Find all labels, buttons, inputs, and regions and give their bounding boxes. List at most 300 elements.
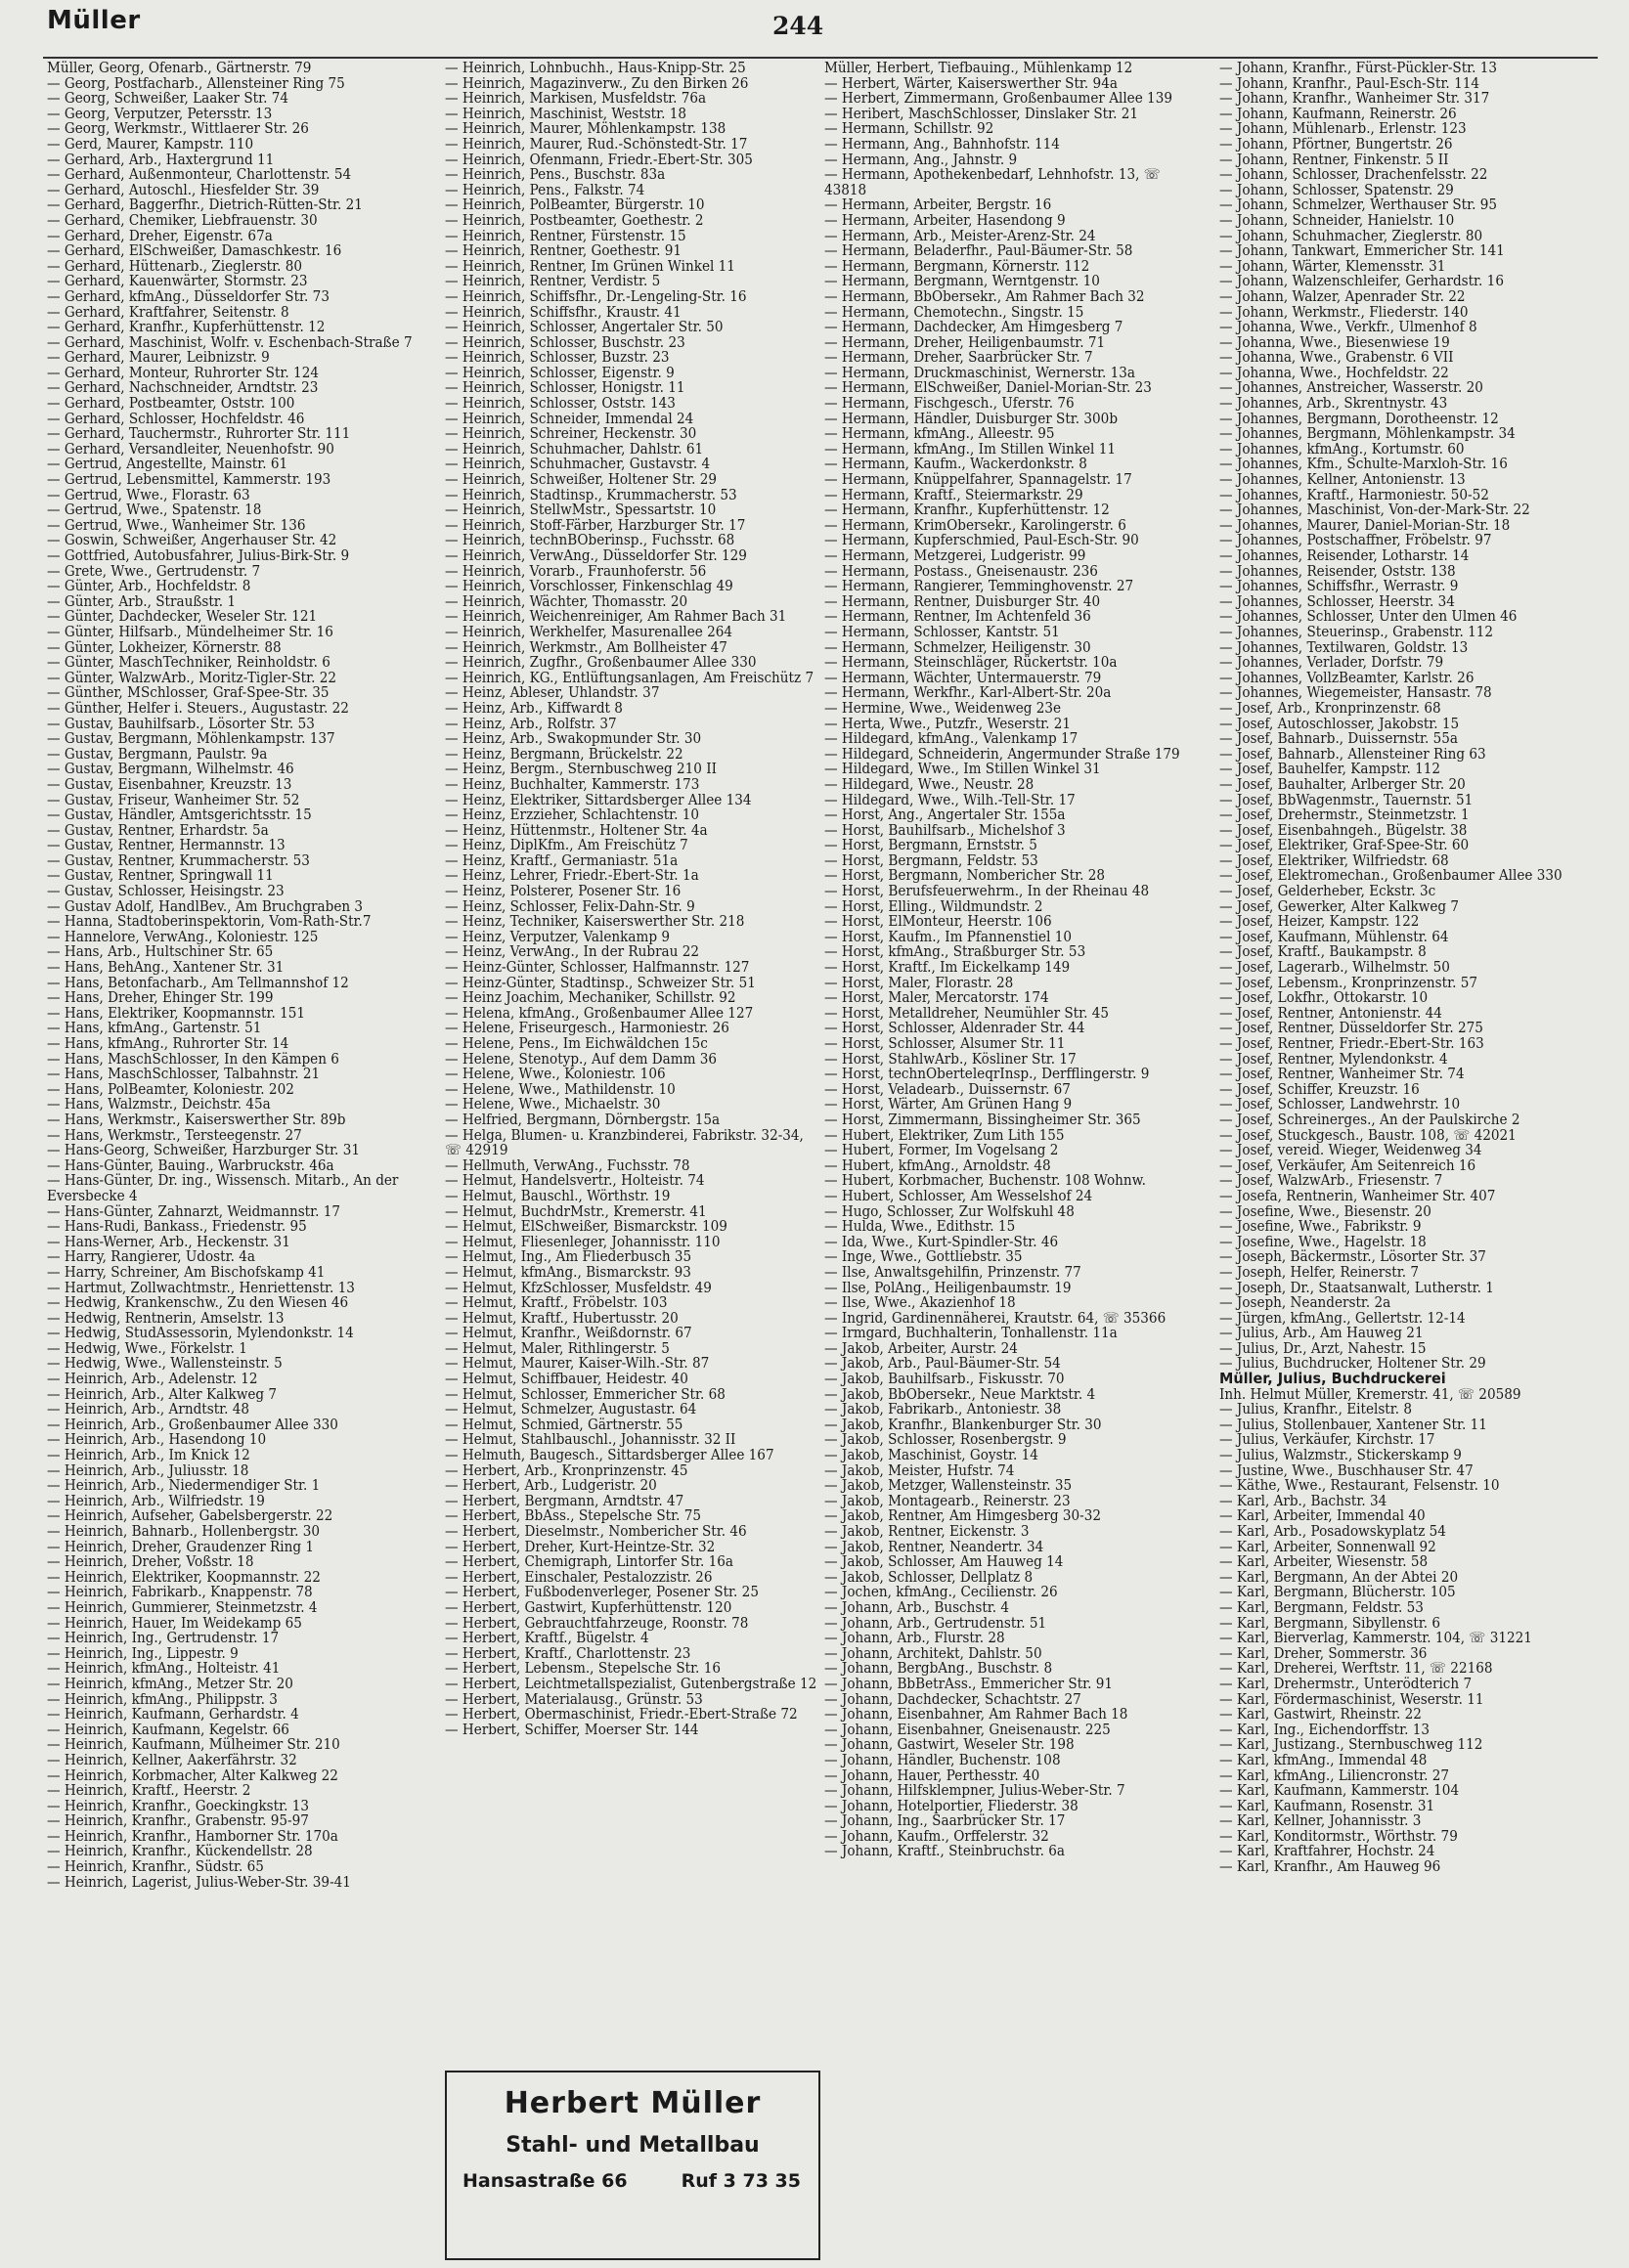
directory-entry: — Helga, Blumen- u. Kranzbinderei, Fabrikstr. 32-34, ☏ 42919 (445, 1126, 804, 1159)
directory-entry: — Jakob, Meister, Hufstr. 74 (824, 1461, 1015, 1479)
directory-entry: — Günter, Arb., Straußstr. 1 (47, 592, 237, 610)
directory-entry: — Jakob, BbObersekr., Neue Marktstr. 4 (824, 1385, 1096, 1403)
directory-entry: — Horst, Bergmann, Nombericher Str. 28 (824, 867, 1105, 885)
directory-entry: — Johann, Schneider, Hanielstr. 10 (1219, 211, 1455, 229)
directory-entry: — Heinrich, Vorarb., Fraunhoferstr. 56 (445, 562, 707, 580)
directory-entry: — Johannes, Schlosser, Unter den Ulmen 46 (1219, 608, 1518, 626)
directory-entry: — Horst, Kraftf., Im Eickelkamp 149 (824, 959, 1071, 977)
directory-entry: — Heinz, Buchhalter, Kammerstr. 173 (445, 775, 700, 793)
directory-entry: — Heinrich, Magazinverw., Zu den Birken 26 (445, 74, 749, 92)
directory-entry: — Heinrich, Kaufmann, Mülheimer Str. 210 (47, 1736, 340, 1754)
directory-entry: — Hermann, Arbeiter, Hasendong 9 (824, 211, 1066, 229)
directory-entry: — Johannes, Kraftf., Harmoniestr. 50-52 (1219, 486, 1489, 503)
directory-entry: — Heinrich, Schuhmacher, Gustavstr. 4 (445, 456, 711, 473)
directory-entry: — Jakob, Rentner, Am Himgesberg 30-32 (824, 1507, 1102, 1525)
directory-entry: — Hermann, Knüppelfahrer, Spannagelstr. 17 (824, 471, 1132, 489)
directory-entry: — Heinrich, VerwAng., Düsseldorfer Str. 129 (445, 547, 747, 564)
directory-entry: — Heinrich, Kaufmann, Gerhardstr. 4 (47, 1706, 299, 1723)
directory-entry: — Hermann, Fischgesch., Uferstr. 76 (824, 395, 1075, 413)
directory-entry: — Johann, Kaufmann, Reinerstr. 26 (1219, 105, 1457, 122)
directory-entry: — Johannes, Steuerinsp., Grabenstr. 112 (1219, 623, 1494, 640)
directory-entry: — Heinrich, Fabrikarb., Knappenstr. 78 (47, 1584, 313, 1601)
directory-entry: — Heinrich, Schlosser, Honigstr. 11 (445, 379, 685, 397)
directory-entry: — Hermann, Bergmann, Werntgenstr. 10 (824, 273, 1100, 290)
directory-entry: — Helmut, Bauschl., Wörthstr. 19 (445, 1187, 671, 1204)
directory-entry: — Josef, Autoschlosser, Jakobstr. 15 (1219, 715, 1460, 732)
directory-entry: — Hildegard, Schneiderin, Angermunder Straße 179 (824, 745, 1180, 763)
directory-entry: — Johannes, Reisender, Oststr. 138 (1219, 562, 1456, 580)
directory-entry: — Heinz, Polsterer, Posener Str. 16 (445, 883, 682, 900)
directory-entry: — Hermann, Steinschläger, Rückertstr. 10a (824, 654, 1118, 672)
directory-entry: — Gerhard, Schlosser, Hochfeldstr. 46 (47, 410, 305, 427)
directory-entry: — Heinrich, Arb., Hasendong 10 (47, 1431, 267, 1449)
directory-entry: — Herbert, Obermaschinist, Friedr.-Ebert-Straße 72 (445, 1706, 798, 1723)
directory-column-2 (445, 60, 817, 1738)
directory-entry: — Horst, Veladearb., Duissernstr. 67 (824, 1080, 1071, 1098)
directory-entry: — Heinrich, Dreher, Graudenzer Ring 1 (47, 1538, 314, 1555)
directory-entry: — Johannes, Schiffsfhr., Werrastr. 9 (1219, 578, 1459, 595)
directory-entry: — Johann, BergbAng., Buschstr. 8 (824, 1660, 1053, 1678)
directory-entry: — Jakob, Schlosser, Am Hauweg 14 (824, 1553, 1064, 1571)
directory-entry: — Jakob, Montagearb., Reinerstr. 23 (824, 1492, 1071, 1509)
directory-entry: — Johannes, Bergmann, Dorotheenstr. 12 (1219, 410, 1499, 427)
directory-entry: — Gerhard, Kraftfahrer, Seitenstr. 8 (47, 303, 289, 321)
directory-entry: — Hans-Rudi, Bankass., Friedenstr. 95 (47, 1218, 307, 1236)
directory-entry: — Josef, Elektriker, Wilfriedstr. 68 (1219, 851, 1449, 869)
directory-entry: — Heinrich, Arb., Großenbaumer Allee 330 (47, 1416, 338, 1433)
directory-entry: — Hermann, Chemotechn., Singstr. 15 (824, 303, 1084, 321)
directory-entry: — Johann, Eisenbahner, Am Rahmer Bach 18 (824, 1706, 1128, 1723)
directory-entry: — Josef, Rentner, Friedr.-Ebert-Str. 163 (1219, 1035, 1484, 1052)
directory-entry: — Johann, Hilfsklempner, Julius-Weber-Str. 7 (824, 1782, 1125, 1800)
directory-entry: — Heinz, Lehrer, Friedr.-Ebert-Str. 1a (445, 867, 699, 885)
directory-entry: — Heinrich, Schuhmacher, Dahlstr. 61 (445, 440, 704, 458)
directory-entry: — Horst, kfmAng., Straßburger Str. 53 (824, 943, 1086, 961)
directory-entry: — Hans, kfmAng., Ruhrorter Str. 14 (47, 1035, 289, 1052)
directory-entry: — Johann, Schuhmacher, Zieglerstr. 80 (1219, 227, 1483, 244)
directory-entry: — Heinrich, Gummierer, Steinmetzstr. 4 (47, 1598, 318, 1616)
directory-entry: — Hermann, Dreher, Saarbrücker Str. 7 (824, 349, 1093, 367)
directory-entry: — Herbert, Kraftf., Bügelstr. 4 (445, 1630, 649, 1647)
directory-entry: — Josef, Drehermstr., Steinmetzstr. 1 (1219, 807, 1470, 824)
directory-entry: — Josef, Bauhelfer, Kampstr. 112 (1219, 761, 1441, 778)
directory-entry: — Hans, Arb., Hultschiner Str. 65 (47, 943, 274, 961)
directory-entry: — Gerhard, Kauenwärter, Stormstr. 23 (47, 273, 308, 290)
directory-entry: — Hellmuth, VerwAng., Fuchsstr. 78 (445, 1156, 690, 1174)
directory-entry: — Josefine, Wwe., Fabrikstr. 9 (1219, 1218, 1422, 1236)
directory-entry: — Gustav, Bauhilfsarb., Lösorter Str. 53 (47, 715, 315, 732)
directory-entry: — Gertrud, Wwe., Florastr. 63 (47, 486, 250, 503)
directory-entry: — Hedwig, Wwe., Wallensteinstr. 5 (47, 1355, 283, 1373)
directory-entry: — Heinrich, Hauer, Im Weidekamp 65 (47, 1614, 302, 1632)
directory-entry: — Heinz, Verputzer, Valenkamp 9 (445, 928, 670, 945)
directory-entry: — Helfried, Bergmann, Dörnbergstr. 15a (445, 1111, 721, 1128)
directory-entry: — Johann, Händler, Buchenstr. 108 (824, 1751, 1061, 1768)
directory-entry: — Hermann, Wächter, Untermauerstr. 79 (824, 669, 1102, 686)
directory-entry: — Johanna, Wwe., Hochfeldstr. 22 (1219, 364, 1449, 381)
directory-entry: — Helmut, Stahlbauschl., Johannisstr. 32 II (445, 1431, 736, 1449)
directory-entry: — Karl, Justizang., Sternbuschweg 112 (1219, 1736, 1483, 1754)
directory-entry: — Johann, Kranfhr., Wanheimer Str. 317 (1219, 90, 1490, 108)
directory-entry: — Gertrud, Angestellte, Mainstr. 61 (47, 456, 288, 473)
directory-entry: — Johann, Schlosser, Spatenstr. 29 (1219, 181, 1454, 198)
directory-entry: — Hubert, kfmAng., Arnoldstr. 48 (824, 1156, 1051, 1174)
directory-entry: — Helmut, ElSchweißer, Bismarckstr. 109 (445, 1218, 727, 1236)
directory-entry: — Jakob, Bauhilfsarb., Fiskusstr. 70 (824, 1371, 1065, 1388)
directory-entry: — Hans, Werkmstr., Tersteegenstr. 27 (47, 1126, 302, 1144)
directory-entry: — Joseph, Dr., Staatsanwalt, Lutherstr. 1 (1219, 1279, 1494, 1296)
directory-entry: — Heinrich, Maschinist, Weststr. 18 (445, 105, 687, 122)
directory-entry: — Heinrich, Arb., Adelenstr. 12 (47, 1371, 258, 1388)
directory-entry: — Hubert, Elektriker, Zum Lith 155 (824, 1126, 1065, 1144)
directory-entry: — Heinrich, Pens., Falkstr. 74 (445, 181, 645, 198)
directory-entry: — Horst, Kaufm., Im Pfannenstiel 10 (824, 928, 1073, 945)
directory-entry: — Gottfried, Autobusfahrer, Julius-Birk-Str. 9 (47, 547, 350, 564)
directory-entry: — Karl, Arbeiter, Wiesenstr. 58 (1219, 1553, 1429, 1571)
directory-entry: — Karl, Dreher, Sommerstr. 36 (1219, 1644, 1428, 1662)
directory-entry: — Helmut, Handelsvertr., Holteistr. 74 (445, 1172, 705, 1190)
directory-entry: — Herbert, Wärter, Kaiserswerther Str. 94a (824, 74, 1118, 92)
directory-entry: — Herbert, Einschaler, Pestalozzistr. 26 (445, 1568, 713, 1586)
directory-entry: — Heinrich, Schiffsfhr., Dr.-Lengeling-Str. 16 (445, 287, 747, 305)
directory-entry: — Johann, Eisenbahner, Gneisenaustr. 225 (824, 1721, 1111, 1738)
directory-entry: — Heinrich, Weichenreiniger, Am Rahmer Bach 31 (445, 608, 787, 626)
directory-entry: — Julius, Stollenbauer, Xantener Str. 11 (1219, 1416, 1487, 1433)
directory-entry: — Josef, Rentner, Mylendonkstr. 4 (1219, 1050, 1448, 1068)
directory-entry: — Hans-Günter, Zahnarzt, Weidmannstr. 17 (47, 1202, 341, 1220)
directory-entry: — Helene, Stenotyp., Auf dem Damm 36 (445, 1050, 718, 1068)
directory-entry: — Heinrich, Maurer, Rud.-Schönstedt-Str. 17 (445, 135, 748, 153)
directory-entry: — Hermann, Postass., Gneisenaustr. 236 (824, 562, 1098, 580)
directory-entry: — Johannes, Anstreicher, Wasserstr. 20 (1219, 379, 1483, 397)
directory-entry: — Heinz-Günter, Stadtinsp., Schweizer Str. 51 (445, 974, 756, 991)
directory-entry: Inh. Helmut Müller, Kremerstr. 41, ☏ 20589 (1219, 1385, 1521, 1403)
directory-entry: — Hermann, Druckmaschinist, Wernerstr. 13a (824, 364, 1136, 381)
directory-entry: — Horst, Berufsfeuerwehrm., In der Rheinau 48 (824, 883, 1150, 900)
directory-entry: — Herbert, Zimmermann, Großenbaumer Allee 139 (824, 90, 1172, 108)
directory-entry: — Hermann, Rangierer, Temminghovenstr. 27 (824, 578, 1134, 595)
directory-entry: — Gustav, Rentner, Krummacherstr. 53 (47, 851, 310, 869)
directory-entry: — Horst, Maler, Florastr. 28 (824, 974, 1014, 991)
directory-entry: — Heinrich, Schlosser, Buzstr. 23 (445, 349, 670, 367)
directory-entry: — Josef, Gewerker, Alter Kalkweg 7 (1219, 897, 1460, 915)
directory-entry: — Hermann, Beladerfhr., Paul-Bäumer-Str. 58 (824, 242, 1133, 260)
directory-entry: — Gustav Adolf, HandlBev., Am Bruchgraben 3 (47, 897, 364, 915)
directory-entry: — Herbert, Schiffer, Moerser Str. 144 (445, 1721, 699, 1738)
directory-entry: — Heinz-Günter, Schlosser, Halfmannstr. 127 (445, 959, 750, 977)
directory-entry: — Heinz Joachim, Mechaniker, Schillstr. 92 (445, 989, 736, 1007)
directory-entry: — Gerhard, Dreher, Eigenstr. 67a (47, 227, 273, 244)
directory-entry: — Gustav, Eisenbahner, Kreuzstr. 13 (47, 775, 292, 793)
directory-entry: — Josef, Heizer, Kampstr. 122 (1219, 913, 1420, 931)
directory-entry: — Harry, Schreiner, Am Bischofskamp 41 (47, 1263, 326, 1281)
directory-entry: — Josef, Stuckgesch., Baustr. 108, ☏ 42021 (1219, 1126, 1517, 1144)
directory-entry: — Herbert, Materialausg., Grünstr. 53 (445, 1690, 703, 1708)
directory-entry: — Johann, Rentner, Finkenstr. 5 II (1219, 151, 1449, 168)
directory-entry: — Horst, technOberteleqrInsp., Derfflingerstr. 9 (824, 1066, 1150, 1083)
directory-entry: — Herbert, Dreher, Kurt-Heintze-Str. 32 (445, 1538, 716, 1555)
directory-entry: — Günter, MaschTechniker, Reinholdstr. 6 (47, 654, 330, 672)
directory-entry: — Jakob, Maschinist, Goystr. 14 (824, 1447, 1038, 1464)
directory-entry: — Georg, Postfacharb., Allensteiner Ring 75 (47, 74, 345, 92)
directory-entry: — Hubert, Schlosser, Am Wesselshof 24 (824, 1187, 1093, 1204)
directory-entry: — Heinrich, Rentner, Fürstenstr. 15 (445, 227, 686, 244)
directory-entry: — Gertrud, Lebensmittel, Kammerstr. 193 (47, 471, 331, 489)
directory-entry: — Karl, Kellner, Johannisstr. 3 (1219, 1812, 1422, 1830)
directory-entry: — Hildegard, Wwe., Wilh.-Tell-Str. 17 (824, 791, 1076, 808)
directory-entry: — Josef, Schlosser, Landwehrstr. 10 (1219, 1096, 1461, 1113)
directory-entry: — Horst, Elling., Wildmundstr. 2 (824, 897, 1043, 915)
directory-entry: — Helmut, Schlosser, Emmericher Str. 68 (445, 1385, 726, 1403)
directory-entry: — Horst, Bergmann, Ernststr. 5 (824, 837, 1037, 854)
directory-entry: — Karl, Bergmann, An der Abtei 20 (1219, 1568, 1459, 1586)
directory-entry: — Karl, Gastwirt, Rheinstr. 22 (1219, 1706, 1422, 1723)
directory-entry: — Gerhard, Postbeamter, Oststr. 100 (47, 395, 295, 413)
directory-entry: — Hermann, kfmAng., Alleestr. 95 (824, 425, 1055, 443)
directory-entry: — Hildegard, Wwe., Neustr. 28 (824, 775, 1035, 793)
directory-entry: — Johann, Schmelzer, Werthauser Str. 95 (1219, 196, 1497, 214)
directory-entry: — Irmgard, Buchhalterin, Tonhallenstr. 11a (824, 1325, 1118, 1342)
directory-entry: — Georg, Verputzer, Petersstr. 13 (47, 105, 273, 122)
directory-entry: — Johann, Werkmstr., Fliederstr. 140 (1219, 303, 1469, 321)
directory-entry: — Hermann, Rentner, Duisburger Str. 40 (824, 592, 1101, 610)
directory-entry: — Hermann, Arbeiter, Bergstr. 16 (824, 196, 1052, 214)
directory-entry: — Hermann, Dachdecker, Am Himgesberg 7 (824, 319, 1123, 336)
directory-entry: — Heinrich, Postbeamter, Goethestr. 2 (445, 211, 704, 229)
directory-entry: — Johann, Kranfhr., Paul-Esch-Str. 114 (1219, 74, 1479, 92)
directory-entry: — Helene, Pens., Im Eichwäldchen 15c (445, 1035, 708, 1052)
directory-entry: — Hermann, Schillstr. 92 (824, 120, 994, 138)
directory-entry: — Heinrich, Schlosser, Eigenstr. 9 (445, 364, 675, 381)
directory-entry: — Hans, PolBeamter, Koloniestr. 202 (47, 1080, 294, 1098)
directory-entry: — Helene, Wwe., Mathildenstr. 10 (445, 1080, 676, 1098)
directory-entry: — Heinrich, kfmAng., Philippstr. 3 (47, 1690, 278, 1708)
directory-entry: — Hans, BehAng., Xantener Str. 31 (47, 959, 285, 977)
header-rule (43, 57, 1598, 59)
directory-entry: — Horst, Metalldreher, Neumühler Str. 45 (824, 1004, 1110, 1022)
directory-entry: — Hedwig, Krankenschw., Zu den Wiesen 46 (47, 1294, 349, 1312)
directory-entry: — Heinrich, Lagerist, Julius-Weber-Str. 39-41 (47, 1873, 351, 1891)
directory-entry: — Gerhard, Maschinist, Wolfr. v. Eschenbach-Straße 7 (47, 333, 413, 351)
directory-entry: — Hildegard, kfmAng., Valenkamp 17 (824, 730, 1079, 748)
directory-entry: — Heinrich, Werkhelfer, Masurenallee 264 (445, 623, 733, 640)
directory-entry: — Hermann, ElSchweißer, Daniel-Morian-Str. 23 (824, 379, 1152, 397)
directory-entry: — Helmut, Maurer, Kaiser-Wilh.-Str. 87 (445, 1355, 710, 1373)
directory-entry: — Hans, MaschSchlosser, In den Kämpen 6 (47, 1050, 339, 1068)
directory-entry: — Helmut, Ing., Am Fliederbusch 35 (445, 1248, 692, 1266)
directory-entry: — Helmut, KfzSchlosser, Musfeldstr. 49 (445, 1279, 712, 1296)
directory-entry: — Joseph, Bäckermstr., Lösorter Str. 37 (1219, 1248, 1486, 1266)
directory-entry: — Horst, Schlosser, Alsumer Str. 11 (824, 1035, 1066, 1052)
directory-entry: — Heinz, Elektriker, Sittardsberger Allee 134 (445, 791, 752, 808)
directory-entry: — Josef, Kaufmann, Mühlenstr. 64 (1219, 928, 1449, 945)
directory-entry: — Heinrich, Schreiner, Heckenstr. 30 (445, 425, 697, 443)
directory-entry: — Johann, Hauer, Perthesstr. 40 (824, 1766, 1040, 1784)
directory-entry: — Gustav, Bergmann, Paulstr. 9a (47, 745, 268, 763)
directory-entry: — Heinrich, Markisen, Musfeldstr. 76a (445, 90, 707, 108)
directory-entry: — Heinz, Hüttenmstr., Holtener Str. 4a (445, 821, 708, 839)
directory-entry: — Josefine, Wwe., Hagelstr. 18 (1219, 1233, 1427, 1250)
directory-entry: — Hermann, Schmelzer, Heiligenstr. 30 (824, 638, 1091, 656)
directory-entry: — Helmut, BuchdrMstr., Kremerstr. 41 (445, 1202, 707, 1220)
directory-entry: — Heinrich, Korbmacher, Alter Kalkweg 22 (47, 1766, 338, 1784)
directory-entry: — Heinrich, Arb., Niedermendiger Str. 1 (47, 1477, 321, 1495)
directory-entry: — Johann, Tankwart, Emmericher Str. 141 (1219, 242, 1505, 260)
directory-entry: — Josef, Verkäufer, Am Seitenreich 16 (1219, 1156, 1476, 1174)
directory-entry: — Karl, Arb., Posadowskyplatz 54 (1219, 1523, 1446, 1540)
directory-entry: — Josef, WalzwArb., Friesenstr. 7 (1219, 1172, 1443, 1190)
directory-entry: — Gerhard, Arb., Haxtergrund 11 (47, 151, 275, 168)
directory-entry: — Johannes, Bergmann, Möhlenkampstr. 34 (1219, 425, 1516, 443)
directory-entry: — Heinrich, Kellner, Aakerfährstr. 32 (47, 1751, 297, 1768)
directory-entry: — Gustav, Schlosser, Heisingstr. 23 (47, 883, 285, 900)
directory-entry: — Herbert, Gebrauchtfahrzeuge, Roonstr. 78 (445, 1614, 749, 1632)
directory-entry: — Hubert, Korbmacher, Buchenstr. 108 Wohnw. (824, 1172, 1146, 1190)
directory-entry: — Johann, Arb., Gertrudenstr. 51 (824, 1614, 1047, 1632)
directory-entry: — Ilse, Anwaltsgehilfin, Prinzenstr. 77 (824, 1263, 1081, 1281)
directory-entry: — Josef, Rentner, Antonienstr. 44 (1219, 1004, 1442, 1022)
directory-entry: — Heinz, Techniker, Kaiserswerther Str. 218 (445, 913, 745, 931)
directory-entry: — Gerhard, Versandleiter, Neuenhofstr. 90 (47, 440, 334, 458)
directory-entry: — Josef, BbWagenmstr., Tauernstr. 51 (1219, 791, 1474, 808)
directory-entry: — Heinz, Kraftf., Germaniastr. 51a (445, 851, 679, 869)
directory-entry: — Heinrich, Arb., Arndtstr. 48 (47, 1401, 250, 1418)
directory-entry: — Heinrich, Schlosser, Angertaler Str. 50 (445, 319, 724, 336)
directory-entry: — Heinz, VerwAng., In der Rubrau 22 (445, 943, 699, 961)
directory-entry: — Johannes, Textilwaren, Goldstr. 13 (1219, 638, 1469, 656)
directory-entry: — Gerhard, Chemiker, Liebfrauenstr. 30 (47, 211, 318, 229)
directory-entry: — Gerhard, Autoschl., Hiesfelder Str. 39 (47, 181, 320, 198)
ad-phone: Ruf 3 73 35 (681, 2170, 801, 2192)
directory-entry: — Gustav, Rentner, Springwall 11 (47, 867, 274, 885)
directory-entry: — Heinrich, Dreher, Voßstr. 18 (47, 1553, 254, 1571)
directory-entry: — Gerhard, Kranfhr., Kupferhüttenstr. 12 (47, 319, 326, 336)
directory-entry: — Heinrich, Schiffsfhr., Kraustr. 41 (445, 303, 682, 321)
directory-entry: — Hanna, Stadtoberinspektorin, Vom-Rath-Str.7 (47, 913, 372, 931)
directory-entry: — Horst, ElMonteur, Heerstr. 106 (824, 913, 1052, 931)
directory-column-1 (47, 60, 413, 1891)
directory-entry: — Horst, Bauhilfsarb., Michelshof 3 (824, 821, 1066, 839)
directory-entry: — Gerhard, Hüttenarb., Zieglerstr. 80 (47, 257, 303, 275)
directory-entry: — Herbert, Bergmann, Arndtstr. 47 (445, 1492, 684, 1509)
directory-entry: — Heinrich, Werkmstr., Am Bollheister 47 (445, 638, 727, 656)
directory-entry: — Joseph, Neanderstr. 2a (1219, 1294, 1391, 1312)
directory-entry: — Hermann, Werkfhr., Karl-Albert-Str. 20a (824, 684, 1112, 702)
directory-entry: — Johannes, kfmAng., Kortumstr. 60 (1219, 440, 1465, 458)
directory-entry: — Karl, Kaufmann, Rosenstr. 31 (1219, 1797, 1435, 1814)
directory-entry: — Hans, kfmAng., Gartenstr. 51 (47, 1020, 262, 1037)
directory-entry: — Hedwig, StudAssessorin, Mylendonkstr. 14 (47, 1325, 354, 1342)
directory-entry: — Karl, Bergmann, Sibyllenstr. 6 (1219, 1614, 1440, 1632)
directory-entry: — Johann, Walzenschleifer, Gerhardstr. 16 (1219, 273, 1504, 290)
directory-entry: — Günther, MSchlosser, Graf-Spee-Str. 35 (47, 684, 330, 702)
directory-entry: — Josef, Rentner, Düsseldorfer Str. 275 (1219, 1020, 1483, 1037)
directory-entry: — Jakob, Kranfhr., Blankenburger Str. 30 (824, 1416, 1102, 1433)
directory-entry: — Helene, Wwe., Koloniestr. 106 (445, 1066, 666, 1083)
directory-entry: — Heinz, Arb., Swakopmunder Str. 30 (445, 730, 702, 748)
directory-entry: — Hermann, BbObersekr., Am Rahmer Bach 32 (824, 287, 1145, 305)
directory-entry: — Heinrich, Ing., Gertrudenstr. 17 (47, 1630, 280, 1647)
directory-entry: — Johann, Dachdecker, Schachtstr. 27 (824, 1690, 1081, 1708)
directory-entry: — Hans, Dreher, Ehinger Str. 199 (47, 989, 274, 1007)
directory-entry: — Josef, Elektromechan., Großenbaumer Allee 330 (1219, 867, 1563, 885)
directory-entry: — Jakob, Fabrikarb., Antoniestr. 38 (824, 1401, 1062, 1418)
directory-entry: Müller, Georg, Ofenarb., Gärtnerstr. 79 (47, 60, 312, 76)
directory-entry: — Horst, Bergmann, Feldstr. 53 (824, 851, 1038, 869)
directory-entry: — Gertrud, Wwe., Spatenstr. 18 (47, 502, 262, 519)
directory-entry: — Hans, Walzmstr., Deichstr. 45a (47, 1096, 271, 1113)
directory-entry: — Helmut, kfmAng., Bismarckstr. 93 (445, 1263, 691, 1281)
directory-entry: — Herbert, Lebensm., Stepelsche Str. 16 (445, 1660, 721, 1678)
directory-entry: — Heinrich, kfmAng., Holteistr. 41 (47, 1660, 281, 1678)
directory-entry: — Johann, Hotelportier, Fliederstr. 38 (824, 1797, 1079, 1814)
directory-entry: — Julius, Walzmstr., Stickerskamp 9 (1219, 1447, 1462, 1464)
directory-entry: — Heinrich, Bahnarb., Hollenbergstr. 30 (47, 1523, 321, 1540)
directory-entry: — Heinrich, Schlosser, Oststr. 143 (445, 395, 676, 413)
directory-entry: — Inge, Wwe., Gottliebstr. 35 (824, 1248, 1023, 1266)
directory-entry: — Heinrich, Stadtinsp., Krummacherstr. 53 (445, 486, 737, 503)
directory-entry: — Helmuth, Baugesch., Sittardsberger Allee 167 (445, 1447, 774, 1464)
page-header (0, 0, 1629, 59)
directory-entry: — Herbert, BbAss., Stepelsche Str. 75 (445, 1507, 702, 1525)
directory-entry: — Gerhard, ElSchweißer, Damaschkestr. 16 (47, 242, 342, 260)
directory-entry: — Johannes, Kellner, Antonienstr. 13 (1219, 471, 1466, 489)
directory-entry: — Heinrich, Stoff-Färber, Harzburger Str. 17 (445, 516, 746, 534)
directory-entry: — Johann, Schlosser, Drachenfelsstr. 22 (1219, 166, 1488, 184)
directory-entry: — Josef, Bauhalter, Arlberger Str. 20 (1219, 775, 1466, 793)
directory-entry: — Hermann, kfmAng., Im Stillen Winkel 11 (824, 440, 1116, 458)
directory-entry: — Heinrich, Pens., Buschstr. 83a (445, 166, 666, 184)
directory-entry: — Johannes, Schlosser, Heerstr. 34 (1219, 592, 1455, 610)
directory-entry: — Julius, Dr., Arzt, Nahestr. 15 (1219, 1339, 1427, 1357)
directory-entry: — Herbert, Arb., Kronprinzenstr. 45 (445, 1461, 688, 1479)
directory-entry: — Gerhard, Monteur, Ruhrorter Str. 124 (47, 364, 319, 381)
directory-entry: — Jakob, Schlosser, Dellplatz 8 (824, 1568, 1034, 1586)
directory-entry: — Gerhard, Nachschneider, Arndtstr. 23 (47, 379, 319, 397)
directory-entry: — Helmut, Kraftf., Fröbelstr. 103 (445, 1294, 668, 1312)
directory-entry: — Hermann, Ang., Bahnhofstr. 114 (824, 135, 1060, 153)
directory-entry: — Heinz, Erzzieher, Schlachtenstr. 10 (445, 807, 700, 824)
directory-entry: — Günter, Dachdecker, Weseler Str. 121 (47, 608, 318, 626)
directory-entry: — Heinrich, Zugfhr., Großenbaumer Allee 330 (445, 654, 757, 672)
ad-company-name: Herbert Müller (504, 2086, 762, 2120)
directory-entry: — Johannes, Maschinist, Von-der-Mark-Str. 22 (1219, 502, 1530, 519)
directory-entry: — Heinrich, Kraftf., Heerstr. 2 (47, 1782, 251, 1800)
directory-entry: — Georg, Werkmstr., Wittlaerer Str. 26 (47, 120, 309, 138)
directory-entry: — Josef, Lebensm., Kronprinzenstr. 57 (1219, 974, 1477, 991)
directory-entry: — Jakob, Rentner, Neandertr. 34 (824, 1538, 1044, 1555)
directory-entry: — Horst, Wärter, Am Grünen Hang 9 (824, 1096, 1073, 1113)
directory-entry: — Hermine, Wwe., Weidenweg 23e (824, 699, 1062, 717)
directory-entry: — Gerhard, Außenmonteur, Charlottenstr. 54 (47, 166, 352, 184)
directory-entry: — Johann, Kaufm., Orffelerstr. 32 (824, 1827, 1049, 1845)
directory-entry: — Jakob, Arbeiter, Aurstr. 24 (824, 1339, 1018, 1357)
running-head-surname: Müller (47, 6, 141, 35)
directory-entry: — Josef, Bahnarb., Duissernstr. 55a (1219, 730, 1458, 748)
directory-entry: — Heribert, MaschSchlosser, Dinslaker Str. 21 (824, 105, 1138, 122)
directory-entry: — Hermann, Kranfhr., Kupferhüttenstr. 12 (824, 502, 1110, 519)
directory-entry: — Jakob, Rentner, Eickenstr. 3 (824, 1523, 1030, 1540)
directory-entry: — Karl, Bergmann, Blücherstr. 105 (1219, 1584, 1456, 1601)
directory-entry: — Heinz, DiplKfm., Am Freischütz 7 (445, 837, 688, 854)
directory-entry: — Hans-Georg, Schweißer, Harzburger Str. 31 (47, 1142, 360, 1159)
directory-entry: — Hermann, Apothekenbedarf, Lehnhofstr. 13, ☏ 43818 (824, 166, 1161, 198)
directory-entry: — Gustav, Rentner, Erhardstr. 5a (47, 821, 269, 839)
directory-entry: — Jakob, Metzger, Wallensteinstr. 35 (824, 1477, 1073, 1495)
directory-entry: — Josef, Elektriker, Graf-Spee-Str. 60 (1219, 837, 1470, 854)
directory-entry: — Heinrich, Rentner, Im Grünen Winkel 11 (445, 257, 735, 275)
directory-entry: — Gustav, Bergmann, Möhlenkampstr. 137 (47, 730, 335, 748)
